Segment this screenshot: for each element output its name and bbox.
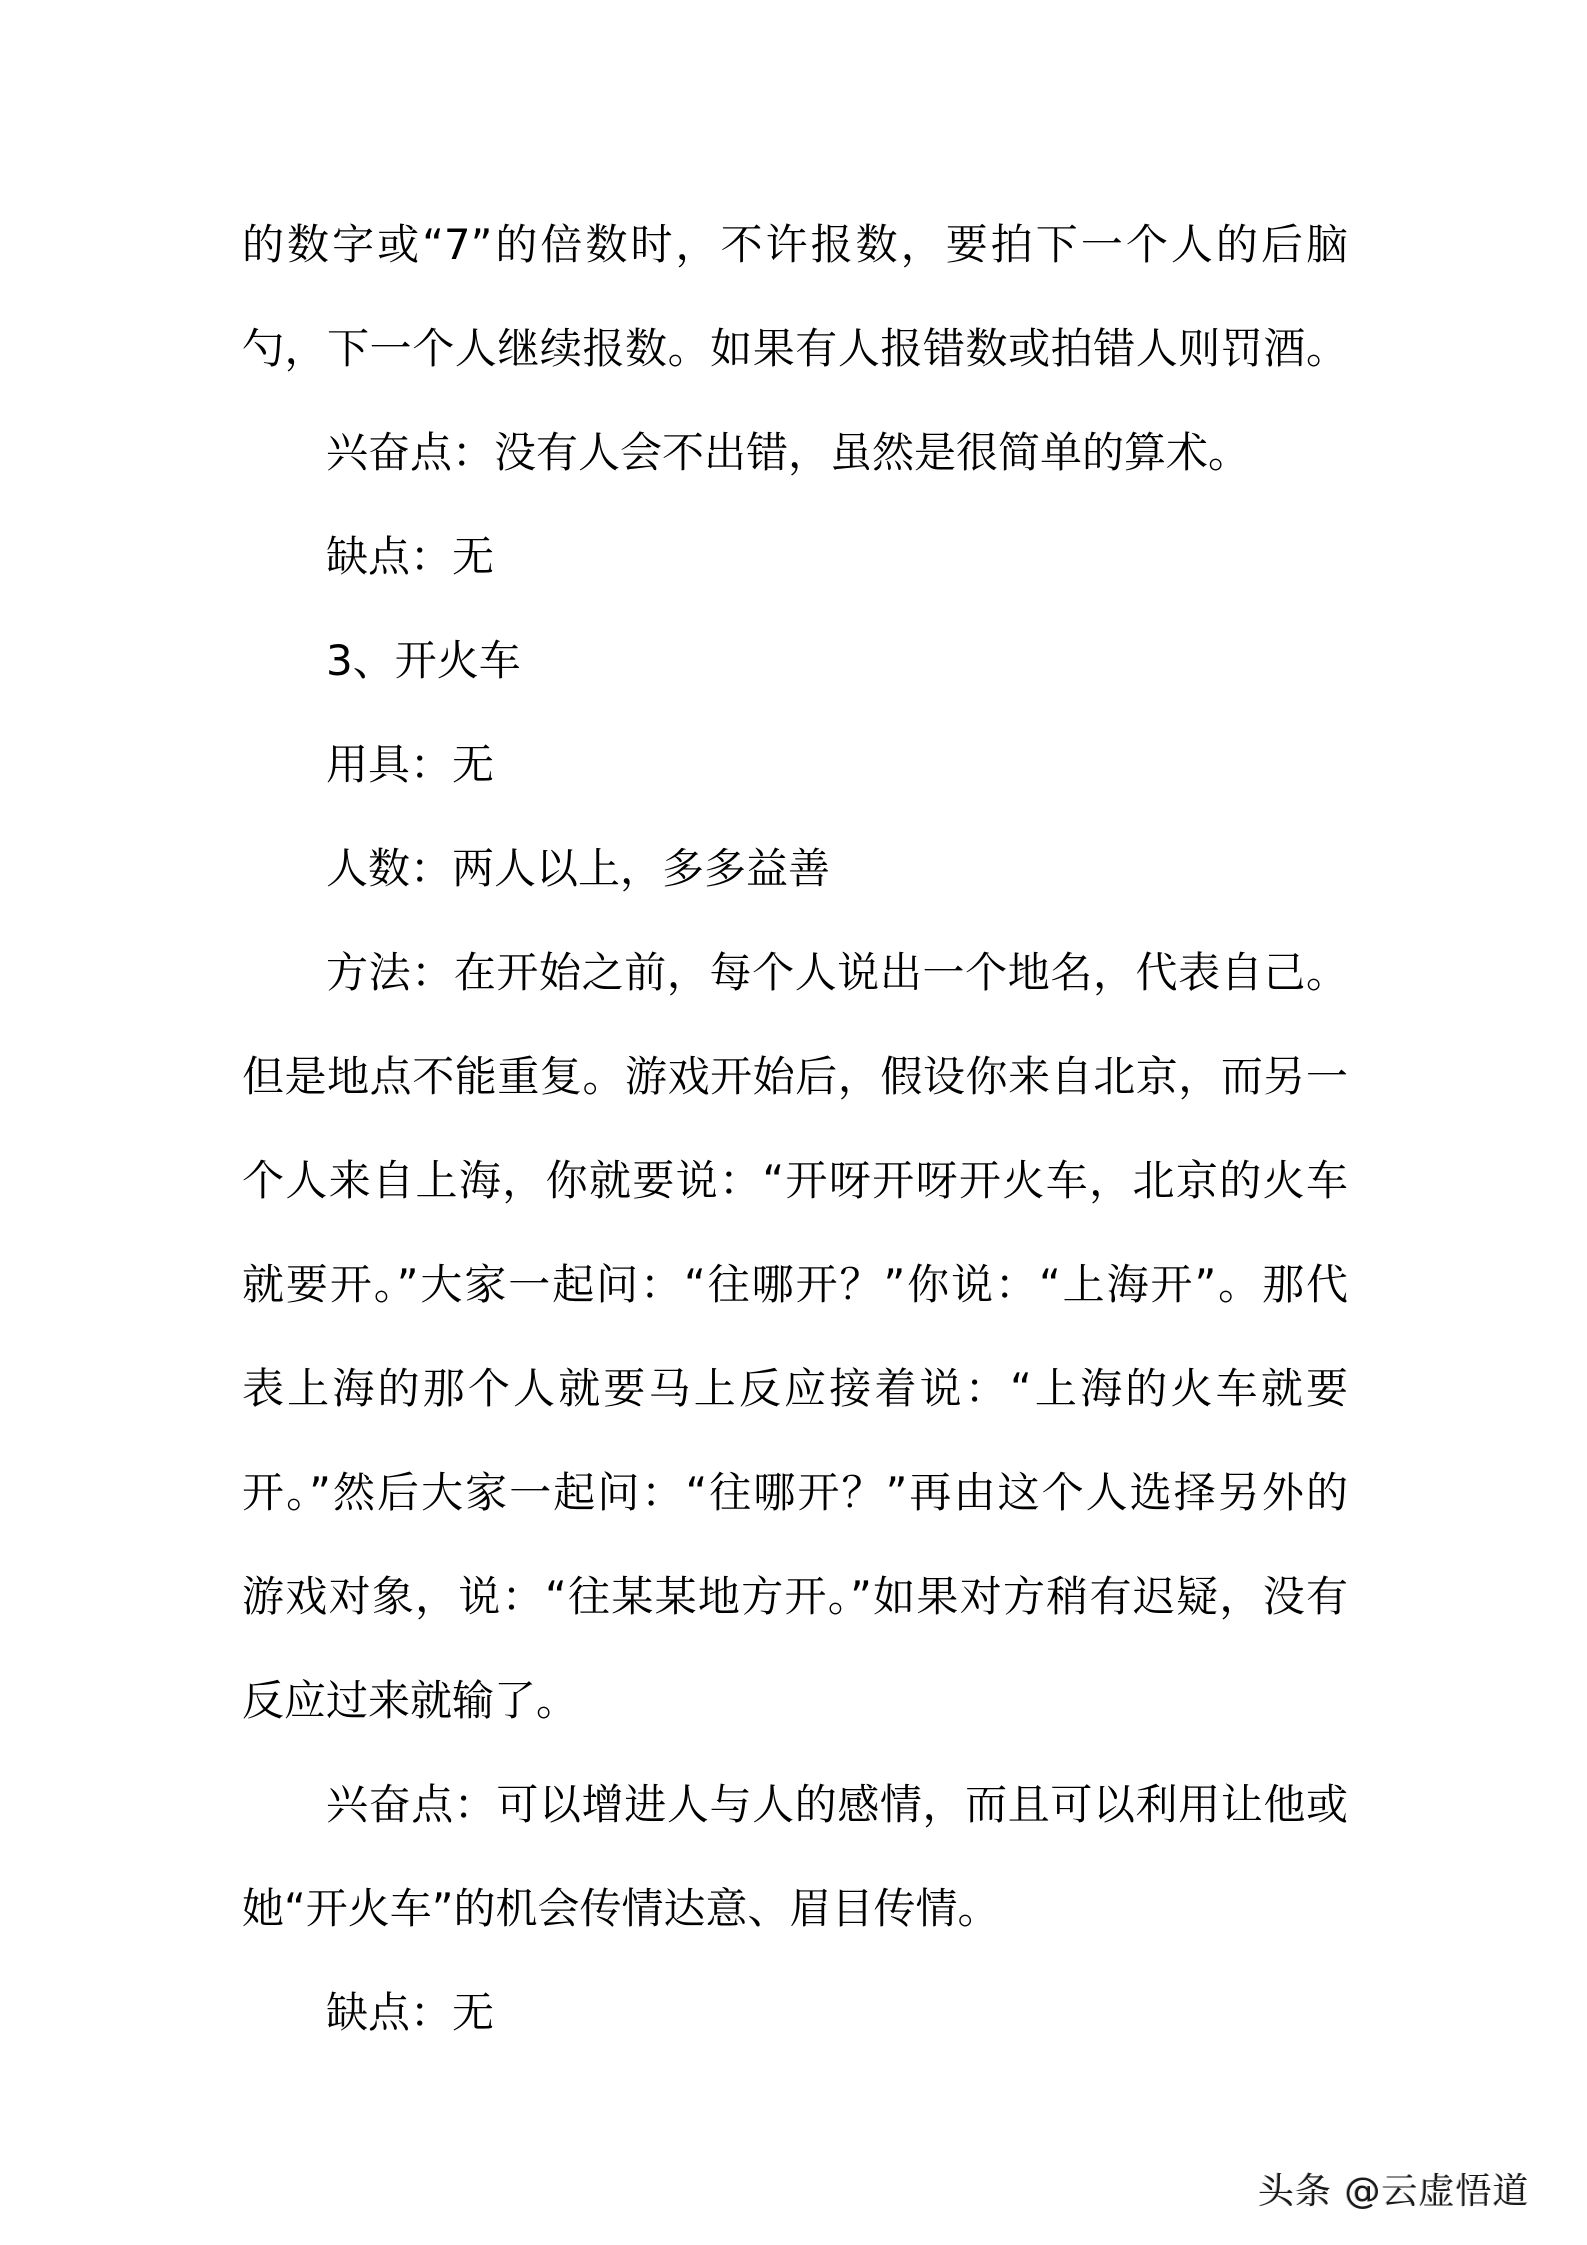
players-line: 人数：两人以上，多多益善 xyxy=(326,844,831,893)
paragraph-line: 的数字或“7”的倍数时，不许报数，要拍下一个人的后脑 xyxy=(242,220,1348,269)
paragraph-line: 她“开火车”的机会传情达意、眉目传情。 xyxy=(242,1884,1000,1933)
drawback-line: 缺点：无 xyxy=(326,532,495,581)
paragraph-line: 但是地点不能重复。游戏开始后，假设你来自北京，而另一 xyxy=(242,1052,1348,1101)
paragraph-line: 开。”然后大家一起问：“往哪开？”再由这个人选择另外的 xyxy=(242,1468,1348,1517)
excitement-point-line: 兴奋点：没有人会不出错，虽然是很简单的算术。 xyxy=(326,428,1251,477)
paragraph-line: 游戏对象，说：“往某某地方开。”如果对方稍有迟疑，没有 xyxy=(242,1572,1348,1621)
excitement-point-line: 兴奋点：可以增进人与人的感情，而且可以利用让他或 xyxy=(326,1780,1348,1829)
section-heading: 3、开火车 xyxy=(326,636,521,685)
document-body xyxy=(242,193,1348,2065)
source-watermark: 头条 @云虚悟道 xyxy=(1258,2171,1530,2212)
paragraph-line: 表上海的那个人就要马上反应接着说：“上海的火车就要 xyxy=(242,1364,1348,1413)
paragraph-line: 个人来自上海，你就要说：“开呀开呀开火车，北京的火车 xyxy=(242,1156,1348,1205)
equipment-line: 用具：无 xyxy=(326,740,495,789)
paragraph-line: 反应过来就输了。 xyxy=(242,1676,579,1725)
paragraph-line: 就要开。”大家一起问：“往哪开？”你说：“上海开”。那代 xyxy=(242,1260,1348,1309)
drawback-line: 缺点：无 xyxy=(326,1988,495,2037)
method-line: 方法：在开始之前，每个人说出一个地名，代表自己。 xyxy=(326,948,1348,997)
paragraph-line: 勺，下一个人继续报数。如果有人报错数或拍错人则罚酒。 xyxy=(242,324,1348,373)
